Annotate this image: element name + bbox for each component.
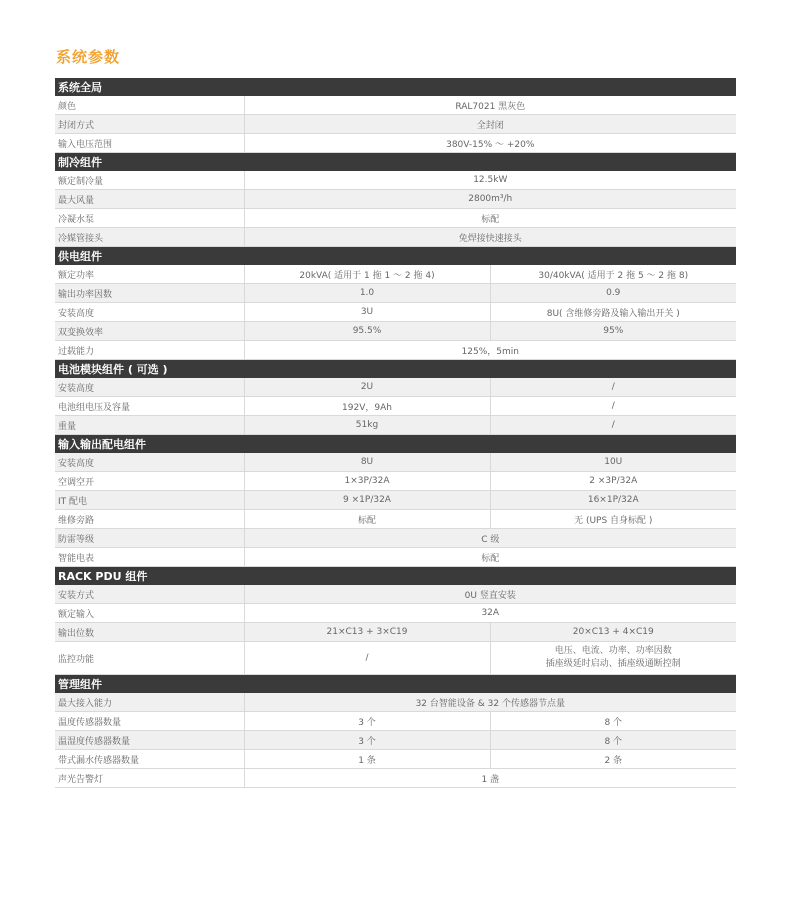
table-row: 安装方式 0U 竖直安装 — [55, 585, 736, 604]
table-row: 空调空开 1×3P/32A 2 ×3P/32A — [55, 472, 736, 491]
table-row: 最大接入能力 32 台智能设备 & 32 个传感器节点量 — [55, 693, 736, 712]
table-row: 封闭方式 全封闭 — [55, 115, 736, 134]
table-row: 输出位数 21×C13 + 3×C19 20×C13 + 4×C19 — [55, 623, 736, 642]
table-row: 双变换效率 95.5% 95% — [55, 322, 736, 341]
table-row: 声光告警灯 1 盏 — [55, 769, 736, 788]
table-row: 重量 51kg / — [55, 416, 736, 435]
table-row: 安装高度 3U 8U( 含维修旁路及输入输出开关 ) — [55, 303, 736, 322]
section-header-pdu: RACK PDU 组件 — [55, 567, 736, 586]
table-row: 额定功率 20kVA( 适用于 1 拖 1 ～ 2 拖 4) 30/40kVA( 适用于 2 拖 5 ～ 2 拖 8) — [55, 265, 736, 284]
section-header-management: 管理组件 — [55, 675, 736, 694]
table-row: 额定输入 32A — [55, 604, 736, 623]
monitoring-cell: 电压、电流、功率、功率因数 插座级延时启动、插座级通断控制 — [490, 642, 736, 675]
table-row: 颜色 RAL7021 黑灰色 — [55, 96, 736, 115]
table-row: 额定制冷量 12.5kW — [55, 171, 736, 190]
table-row: 最大风量 2800m³/h — [55, 190, 736, 209]
table-row: 监控功能 / 电压、电流、功率、功率因数 插座级延时启动、插座级通断控制 — [55, 642, 736, 675]
section-header-power: 供电组件 — [55, 247, 736, 266]
section-header-battery: 电池模块组件 ( 可选 ) — [55, 360, 736, 379]
section-header-system: 系统全局 — [55, 78, 736, 96]
table-row: 维修旁路 标配 无 (UPS 自身标配 ) — [55, 510, 736, 529]
table-row: 冷凝水泵 标配 — [55, 209, 736, 228]
table-row: 过载能力 125%，5min — [55, 341, 736, 360]
table-row: 安装高度 8U 10U — [55, 453, 736, 472]
page-title: 系统参数 — [56, 48, 121, 66]
table-row: IT 配电 9 ×1P/32A 16×1P/32A — [55, 491, 736, 510]
table-row: 安装高度 2U / — [55, 378, 736, 397]
table-row: 温湿度传感器数量 3 个 8 个 — [55, 731, 736, 750]
table-row: 冷媒管接头 免焊接快速接头 — [55, 228, 736, 247]
table-row: 带式漏水传感器数量 1 条 2 条 — [55, 750, 736, 769]
table-row: 输入电压范围 380V-15% ～ +20% — [55, 134, 736, 153]
table-row: 输出功率因数 1.0 0.9 — [55, 284, 736, 303]
table-row: 温度传感器数量 3 个 8 个 — [55, 712, 736, 731]
section-header-distribution: 输入输出配电组件 — [55, 435, 736, 454]
table-row: 电池组电压及容量 192V，9Ah / — [55, 397, 736, 416]
table-row: 智能电表 标配 — [55, 548, 736, 567]
section-header-cooling: 制冷组件 — [55, 153, 736, 172]
spec-table — [55, 78, 736, 788]
table-row: 防雷等级 C 级 — [55, 529, 736, 548]
